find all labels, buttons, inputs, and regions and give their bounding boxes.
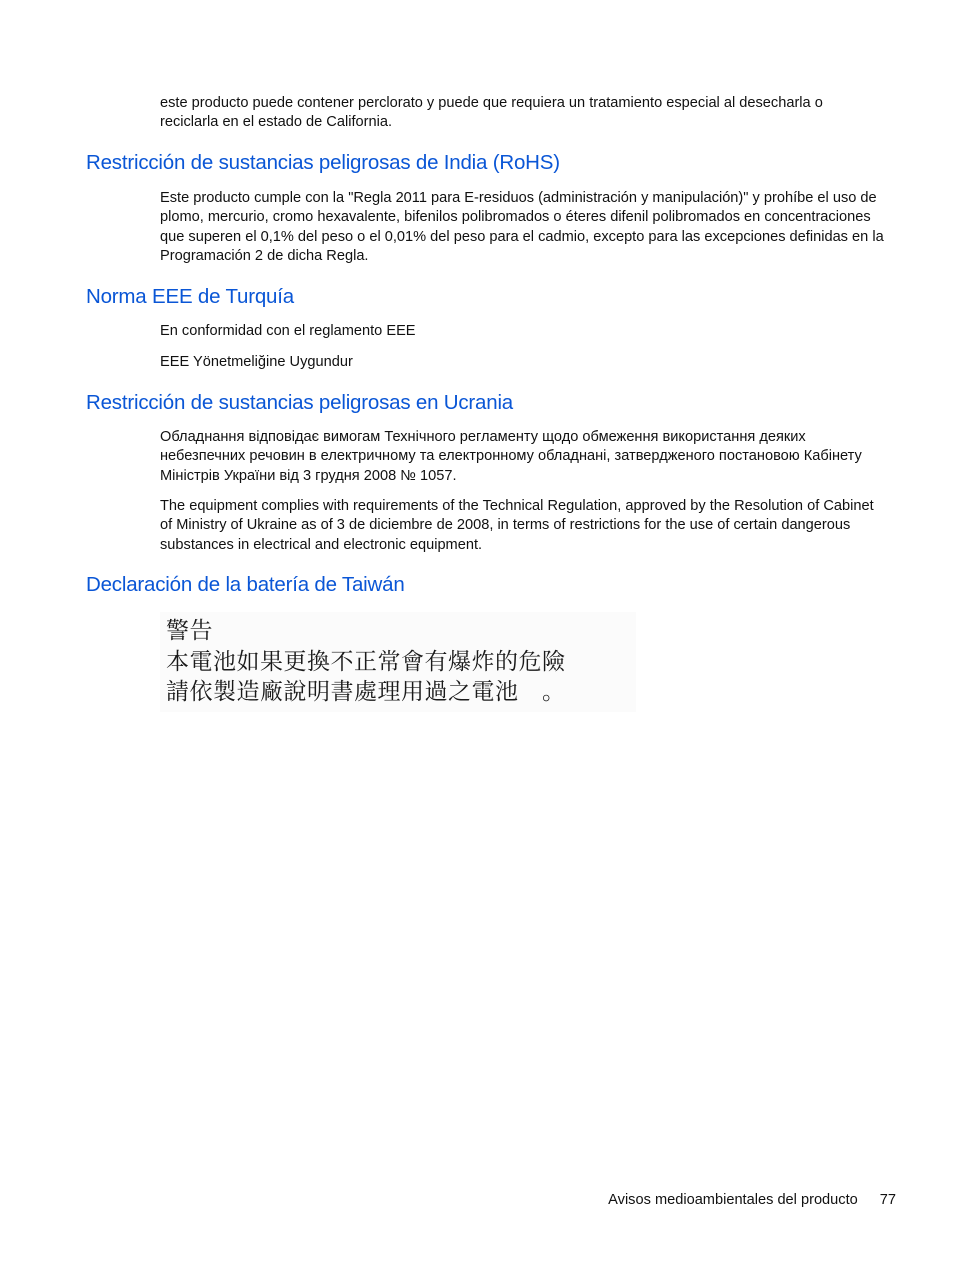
turkey-line-spanish: En conformidad con el reglamento EEE: [160, 323, 416, 339]
turkey-line-turkish: EEE Yönetmeliğine Uygundur: [160, 354, 353, 370]
ukraine-paragraph-english: The equipment complies with requirements of the Technical Regulation, approved by the Resolution of Cabinet of Ministry of Ukraine as of 3 de diciembre de 2008, in terms of restrictions for the use of certain dangerous substances in electrical and electronic equipment.: [160, 498, 874, 553]
taiwan-warning-line-2: 請依製造廠說明書處理用過之電池 。: [166, 679, 566, 705]
page-number: 77: [879, 1192, 896, 1208]
heading-turkey-eee: Norma EEE de Turquía: [86, 285, 294, 308]
footer-section-title: Avisos medioambientales del producto: [608, 1192, 858, 1208]
heading-india-rohs: Restricción de sustancias peligrosas de India (RoHS): [86, 151, 560, 174]
taiwan-warning-line-1: 本電池如果更換不正常會有爆炸的危險: [166, 649, 566, 675]
heading-taiwan-battery: Declaración de la batería de Taiwán: [86, 573, 405, 596]
india-rohs-paragraph: Este producto cumple con la "Regla 2011 para E-residuos (administración y manipulación)" y prohíbe el uso de plomo, mercurio, cromo hexavalente, bifenilos polibromados o éteres difenil polibromados en concentraciones que superen el 0,1% del peso o el 0,01% del peso para el cadmio, excepto para las excepciones definidas en la Programación 2 de dicha Regla.: [160, 190, 884, 265]
heading-ukraine-rohs: Restricción de sustancias peligrosas en Ucrania: [86, 391, 514, 414]
intro-paragraph: este producto puede contener perclorato y puede que requiera un tratamiento especial al desecharla o reciclarla en el estado de California.: [160, 95, 823, 131]
taiwan-warning-title: 警告: [166, 618, 213, 644]
ukraine-paragraph-ukrainian: Обладнання відповідає вимогам Технічного регламенту щодо обмеження використання деяких небезпечних речовин в електричному та електронному обладнані, затвердженого постановою Кабінету Міністрів України від 3 грудня 2008 № 1057.: [160, 429, 862, 484]
page-footer: [0, 1191, 896, 1210]
taiwan-battery-warning-image: [160, 612, 636, 712]
